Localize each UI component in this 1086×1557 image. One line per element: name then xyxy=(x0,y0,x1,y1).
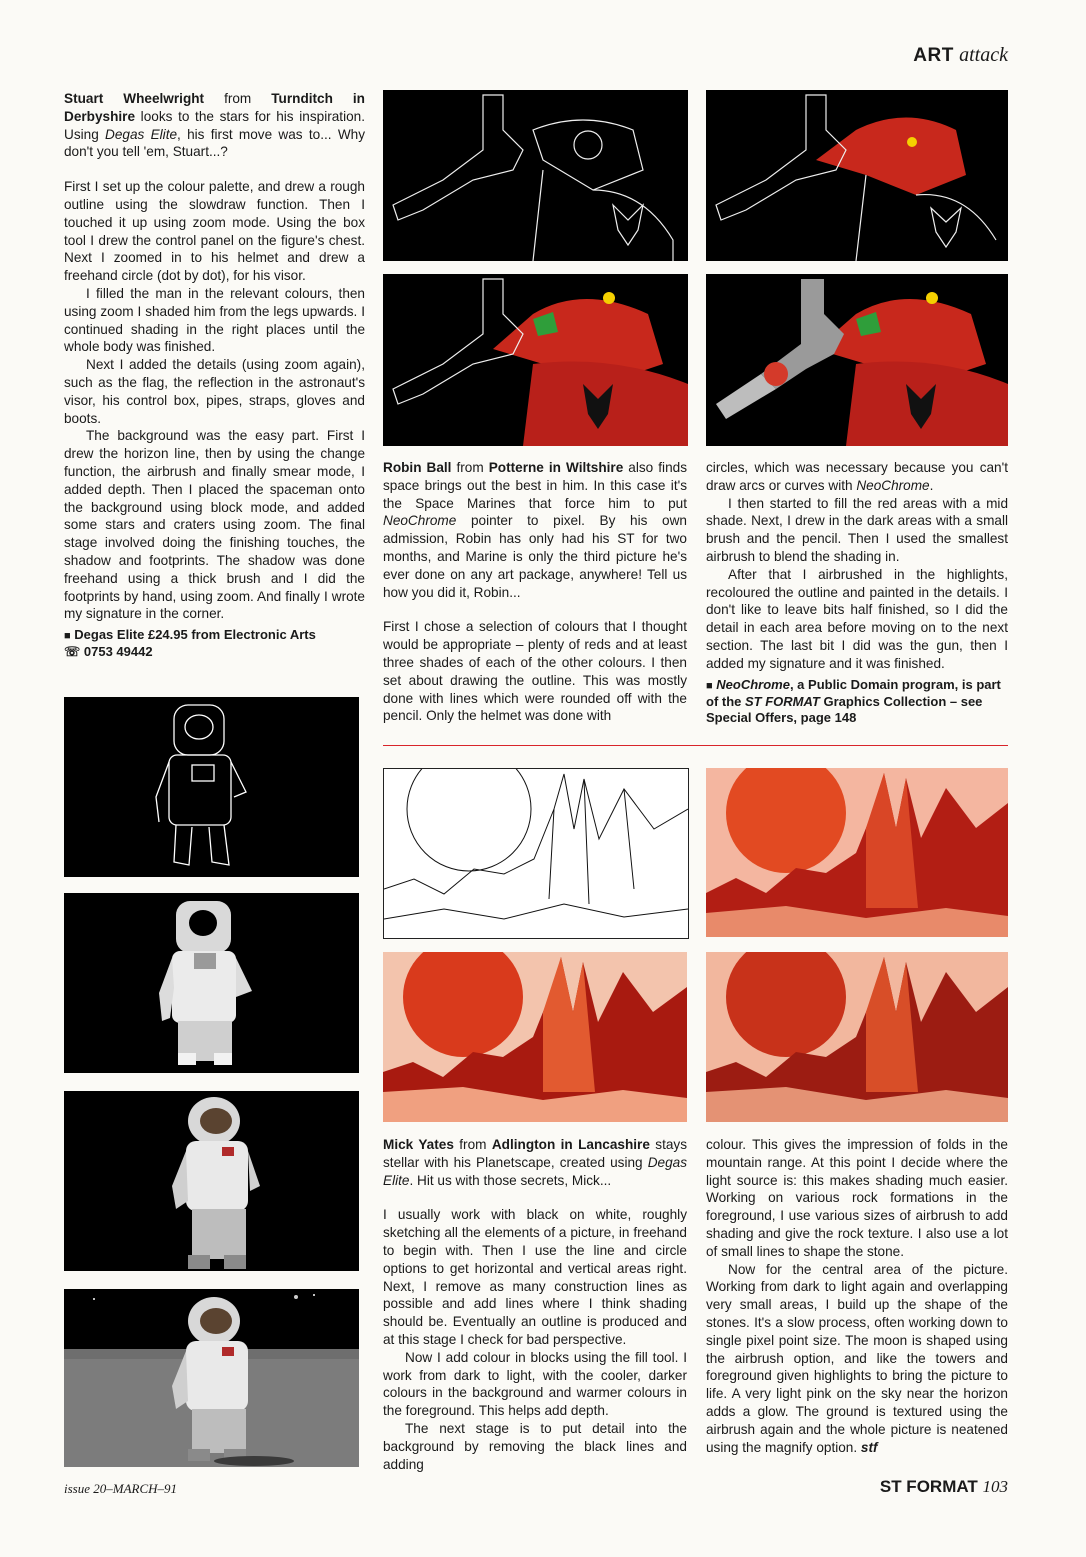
author-place: Adlington in Lancashire xyxy=(491,1137,650,1152)
intro-text: , his first move was to... Why don't you tell 'em, Stuart...? xyxy=(64,126,366,160)
mick-intro xyxy=(383,1136,687,1189)
author-name: Stuart Wheelwright xyxy=(64,91,205,106)
intro-text: from xyxy=(453,1137,492,1152)
stuart-paragraph: I filled the man in the relevant colours, then using zoom I shaded him from the legs upwards. I continued shading in the right places until the whole body was finished. xyxy=(64,285,365,355)
author-place: Turnditch in Derbyshire xyxy=(64,91,365,124)
product-price: Degas Elite £24.95 from Electronic Arts xyxy=(70,627,316,643)
section-header xyxy=(913,44,1008,67)
app-name: NeoChrome xyxy=(856,477,930,493)
robin-paragraph: I then started to fill the red areas with a mid shade. Next, I drew in the dark areas with a small brush and the pencil. Then I used the smallest airbrush to blend the shading in. xyxy=(706,495,1008,564)
page-number: 103 xyxy=(982,1477,1008,1496)
mick-paragraph: Now I add colour in blocks using the fill tool. I work from dark to light, with the cooler, darker colours in the background and warmer colours in the foreground. This helps add depth. xyxy=(383,1349,687,1419)
bullet-icon: ■ xyxy=(64,630,71,643)
note-text: Graphics Collection – see Special Offers, page 148 xyxy=(706,693,983,725)
robin-paragraph xyxy=(706,459,1008,495)
end-sign: stf xyxy=(860,1439,878,1455)
note-magazine: ST FORMAT xyxy=(745,693,820,709)
robin-paragraph: First I chose a selection of colours that I thought would be appropriate – plenty of reds and at least three shades of each of the other colours. I then set about drawing the outline. This was mostly done with lines which were rounded off with the pencil. Only the helmet was done with xyxy=(383,619,687,724)
robin-text: circles, which was necessary because you can't draw arcs or curves with xyxy=(706,460,1008,493)
robin-article-col1 xyxy=(383,459,687,725)
app-name: NeoChrome xyxy=(383,513,457,529)
bullet-icon: ■ xyxy=(706,679,713,692)
intro-text: pointer to pixel. By his own admission, Robin has only had his ST for two months, and Marine is only the third picture he's ever done on any art package, anywhere! Tell us how you did it, Robin... xyxy=(383,513,687,600)
marine-helmet-image xyxy=(706,90,1008,261)
intro-text: stays stellar with his Planetscape, created using xyxy=(383,1137,687,1170)
robin-article-col2 xyxy=(706,459,1008,726)
author-name: Mick Yates xyxy=(383,1137,454,1152)
planetscape-outline-image xyxy=(383,768,689,939)
author-name: Robin Ball xyxy=(383,460,452,475)
app-name: Degas Elite xyxy=(383,1154,687,1188)
intro-text: . Hit us with those secrets, Mick... xyxy=(409,1172,612,1188)
phone-number: 0753 49442 xyxy=(80,644,153,660)
author-place: Potterne in Wiltshire xyxy=(488,460,624,475)
mick-paragraph: The next stage is to put detail into the background by removing the black lines and adding xyxy=(383,1420,687,1472)
planetscape-final-image xyxy=(706,952,1008,1122)
mick-paragraph xyxy=(706,1261,1008,1457)
intro-text: also finds space brings out the best in him. In this case it's the Space Marines that force him to put xyxy=(383,460,687,511)
page-footer xyxy=(880,1477,1008,1497)
issue-label: issue 20–MARCH–91 xyxy=(64,1481,178,1496)
phone-icon: ☏ xyxy=(64,644,81,660)
product-note xyxy=(64,627,365,660)
product-note xyxy=(706,677,1008,726)
astronaut-outline-image xyxy=(64,697,359,877)
robin-intro xyxy=(383,459,687,601)
mick-article-col1 xyxy=(383,1136,687,1473)
stuart-article xyxy=(64,90,365,660)
robin-text: . xyxy=(929,477,934,493)
intro-text: from xyxy=(451,460,489,475)
magazine-name: ST FORMAT xyxy=(879,1477,978,1496)
astronaut-filled-image xyxy=(64,893,359,1073)
mick-paragraph: colour. This gives the impression of folds in the mountain range. At this point I decide where the light source is: this makes shading much easier. Working on various rock formations in the foreground, I use various sizes of airbrush to add shading and give the rock texture. I also use a lot of small lines to shape the stone. xyxy=(706,1137,1008,1259)
note-text: , a Public Domain program, is part of the xyxy=(706,676,1001,709)
section-divider xyxy=(383,745,1008,746)
astronaut-shaded-image xyxy=(64,1091,359,1271)
robin-paragraph: After that I airbrushed in the highlights, recoloured the outline and painted in the details. I don't like to leave bits half finished, so I did the detail in each area before moving on to the next section. The last bit I did was the gun, then I added my signature and it was finished. xyxy=(706,566,1008,671)
marine-final-image xyxy=(706,274,1008,446)
intro-text: looks to the stars for his inspiration. Using xyxy=(64,108,365,142)
note-app: NeoChrome xyxy=(712,676,790,692)
marine-filled-image xyxy=(383,274,688,446)
app-name: Degas Elite xyxy=(105,126,178,142)
planetscape-detail-image xyxy=(383,952,687,1122)
stuart-paragraph: The background was the easy part. First I drew the horizon line, then by using the change function, the airbrush and finally smear mode, I added depth. Then I placed the spaceman onto the background using block mode, and added some stars and craters using zoom. The final stage involved doing the finishing touches, the shadow and footprints. The shadow was done freehand using a thick brush and I did the footprints by hand, using zoom. And finally I wrote my signature in the corner. xyxy=(64,428,365,622)
intro-text: from xyxy=(204,91,272,106)
mick-text: Now for the central area of the picture. Working from dark to light again and overlapping very small areas, I build up the shape of the stones. It's a slow process, often working down to single pixel point size. The moon is shaped using the airbrush option, and like the towers and foreground given highlights to bring the picture to life. A very light pink on the sky near the horizon adds a glow. The ground is textured using the airbrush again and the whole picture is neatened using the magnify option. xyxy=(706,1261,1008,1455)
stuart-paragraph: Next I added the details (using zoom again), such as the flag, the reflection in the astronaut's visor, his control box, pipes, straps, gloves and boots. xyxy=(64,357,365,426)
section-title: ART xyxy=(913,45,954,66)
stuart-paragraph: First I set up the colour palette, and drew a rough outline using the slowdraw function. Then I touched it up using zoom mode. Using the box tool I drew the control panel on the figure's chest. Next I zoomed in to his helmet and drew a freehand circle (dot by dot), for his visor. xyxy=(64,179,365,284)
mick-article-col2 xyxy=(706,1136,1008,1456)
mick-paragraph: I usually work with black on white, roughly sketching all the elements of a picture, in freehand to begin with. Then I use the line and circle options to get horizontal and vertical areas right. Next, I remove as many construction lines as possible and add lines where I think shading should be. Eventually an outline is produced and at this stage I check for bad perspective. xyxy=(383,1207,687,1347)
marine-outline-image xyxy=(383,90,688,261)
stuart-intro xyxy=(64,90,365,161)
astronaut-final-image xyxy=(64,1289,359,1467)
section-subtitle: attack xyxy=(959,44,1008,66)
planetscape-blocks-image xyxy=(706,768,1008,937)
